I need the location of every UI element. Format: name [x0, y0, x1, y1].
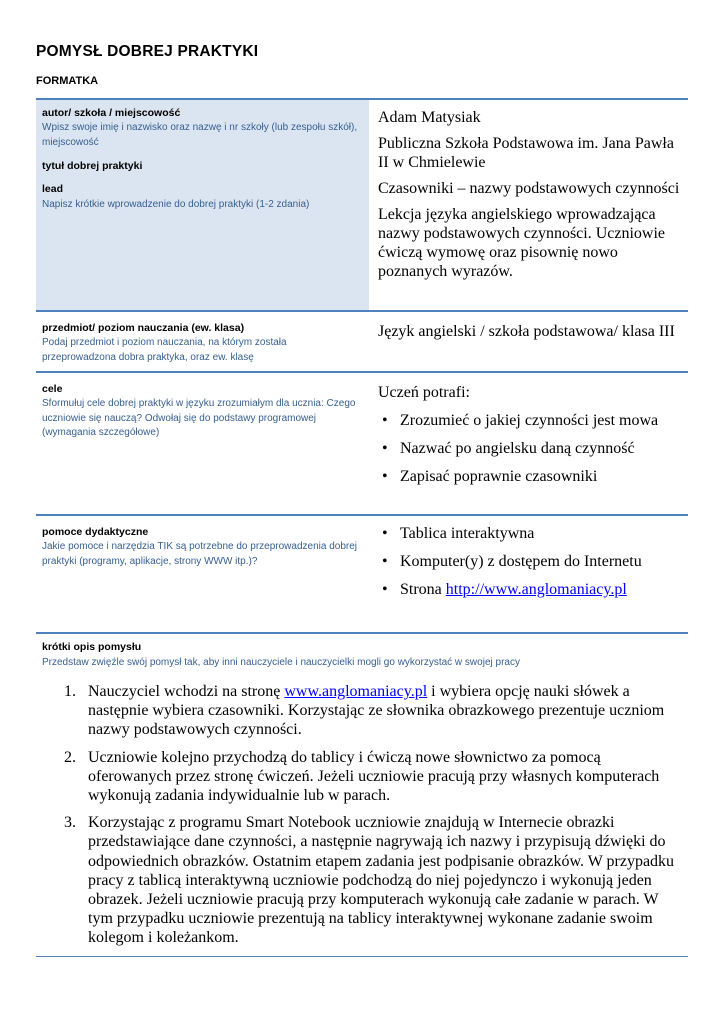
- author-name: Adam Matysiak: [378, 109, 481, 126]
- goals-value: [378, 383, 683, 495]
- step1-text-after: i wybiera opcję nauki słówek a następnie wybiera czasowniki. Korzystając ze słownika obrazkowego prezentuje uczniom nazwy podstawowych czynności.: [88, 683, 665, 739]
- lead-label: lead: [42, 183, 64, 195]
- author-label: autor/ szkoła / miejscowość: [42, 107, 181, 119]
- description-label: krótki opis pomysłu: [42, 641, 142, 653]
- step-number: 2.: [64, 748, 76, 766]
- anglomaniacy-link[interactable]: www.anglomaniacy.pl: [284, 683, 428, 700]
- goals-field-labels: [36, 373, 369, 513]
- author-field-labels: [36, 100, 369, 310]
- lead-text: Lekcja języka angielskiego wprowadzająca nazwy podstawowych czynności. Uczniowie ćwiczą wymowę oraz pisownię nowo poznanych wyrazów.: [378, 206, 666, 280]
- school-name: Publiczna Szkoła Podstawowa im. Jana Pawła II w Chmielewie: [378, 135, 674, 171]
- aids-label: pomoce dydaktyczne: [42, 526, 149, 538]
- goals-hint: Sformułuj cele dobrej praktyki w języku zrozumiałym dla ucznia: Czego uczniowie się nauczą? Odwołaj się do podstawy programowej (wymagania szczegółowe): [42, 398, 356, 438]
- subject-label: przedmiot/ poziom nauczania (ew. klasa): [42, 322, 245, 334]
- list-item: • Nazwać po angielsku daną czynność: [378, 439, 683, 458]
- page-title: POMYSŁ DOBREJ PRAKTYKI: [36, 43, 259, 60]
- goals-label: cele: [42, 383, 63, 395]
- description-field-labels: [36, 640, 688, 671]
- list-item: • Zrozumieć o jakiej czynności jest mowa: [378, 411, 683, 430]
- list-item: [64, 813, 684, 947]
- aids-field-labels: [36, 516, 369, 631]
- lead-hint: Napisz krótkie wprowadzenie do dobrej praktyki (1-2 zdania): [42, 199, 310, 210]
- divider: [36, 632, 688, 634]
- list-item: • Komputer(y) z dostępem do Internetu: [378, 552, 683, 571]
- step2-text: Uczniowie kolejno przychodzą do tablicy i ćwiczą nowe słownictwo za pomocą oferowanych przez stronę ćwiczeń. Jeżeli uczniowie pracują przy własnych komputerach wykonują zadania indywidualnie lub w parach.: [88, 748, 660, 805]
- list-item: [64, 748, 684, 806]
- goals-list: [378, 411, 683, 486]
- step-number: 3.: [64, 814, 76, 832]
- list-item: • Tablica interaktywna: [378, 524, 683, 543]
- list-item: • Zapisać poprawnie czasowniki: [378, 467, 683, 486]
- goals-intro: Uczeń potrafi:: [378, 384, 470, 401]
- subject-value: Język angielski / szkoła podstawowa/ klasa III: [378, 323, 675, 340]
- subject-hint: Podaj przedmiot i poziom nauczania, na którym została przeprowadzona dobra praktyka, oraz ew. klasę: [42, 337, 287, 363]
- list-item: [378, 580, 683, 599]
- author-field-values: [378, 108, 683, 288]
- description-steps: [64, 682, 684, 956]
- list-item: [64, 682, 684, 740]
- aids-hint: Jakie pomoce i narzędzia TIK są potrzebne do przeprowadzenia dobrej praktyki (programy, aplikacje, strony WWW itp.)?: [42, 541, 357, 567]
- page-subtitle: FORMATKA: [36, 75, 99, 87]
- description-hint: Przedstaw zwięźle swój pomysł tak, aby inni nauczyciele i nauczycielki mogli go wykorzystać w swojej pracy: [42, 657, 520, 668]
- step3-text: Korzystając z programu Smart Notebook uczniowie znajdują w Internecie obrazki przedstawiające dane czynności, a następnie nagrywają ich nazwy i przypisują dźwięki do odpowiednich obrazków. Ostatnim etapem zadania jest podpisanie obrazków. W przypadku pracy z tablicą interaktywną uczniowie podchodzą do niej pojedynczo i wykonują jeden obrazek. Jeżeli uczniowie pracują przy komputerach wykonują całe zadanie w parach. W tym przypadku uczniowie prezentują na tablicy interaktywnej wykonane zadanie swoim kolegom i koleżankom.: [88, 814, 675, 947]
- divider: [36, 956, 688, 957]
- subject-field-labels: [36, 312, 369, 370]
- title-label: tytuł dobrej praktyki: [42, 160, 143, 172]
- link-prefix: Strona: [400, 581, 442, 598]
- anglomaniacy-link[interactable]: http://www.anglomaniacy.pl: [445, 581, 627, 598]
- practice-title: Czasowniki – nazwy podstawowych czynności: [378, 180, 680, 197]
- step-number: 1.: [64, 683, 76, 700]
- author-hint: Wpisz swoje imię i nazwisko oraz nazwę i nr szkoły (lub zespołu szkół), miejscowość: [42, 122, 358, 148]
- aids-value: [378, 524, 683, 608]
- aids-list: [378, 524, 683, 599]
- step1-text-before: Nauczyciel wchodzi na stronę: [88, 683, 281, 700]
